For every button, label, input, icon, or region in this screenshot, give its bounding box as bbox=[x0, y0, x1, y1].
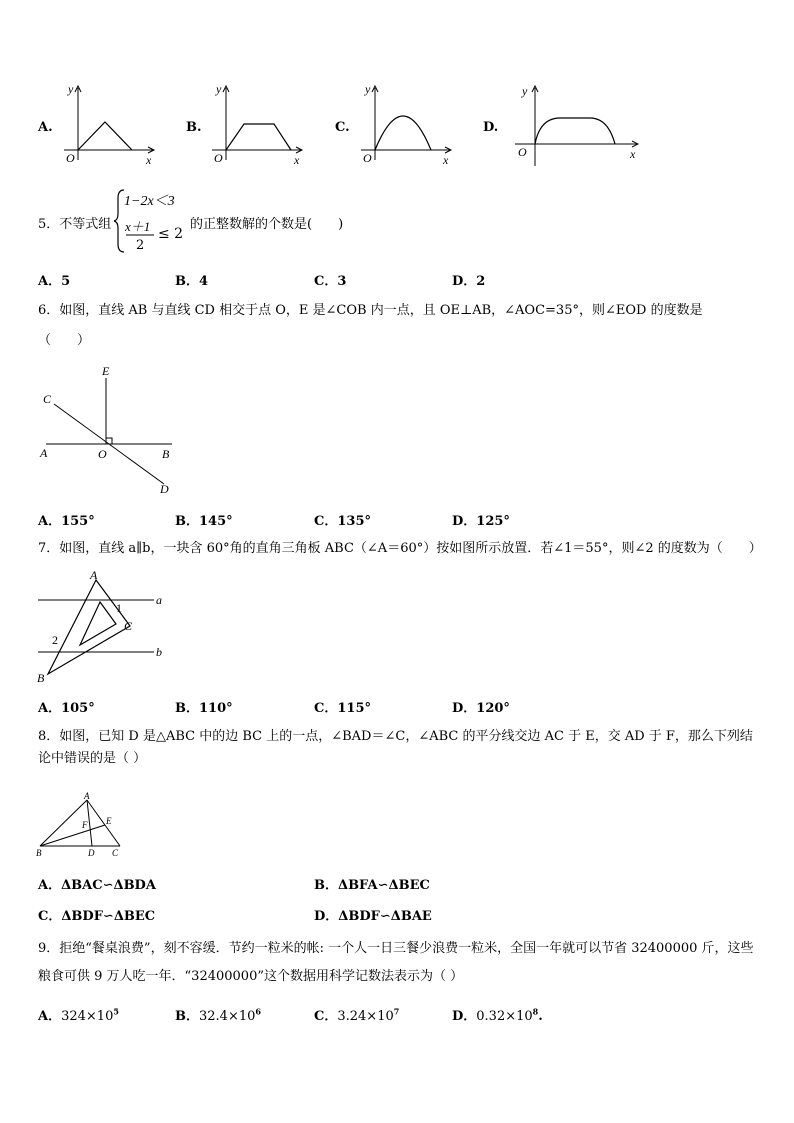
q5-ineq1: 1−2x＜3 bbox=[124, 194, 175, 209]
q5-number: 5．不等式组 bbox=[38, 217, 112, 232]
q5-option-d: D．2 bbox=[452, 274, 486, 289]
graph-d bbox=[510, 80, 645, 170]
graph-c bbox=[355, 82, 465, 168]
q5-ineq2-num: x＋1 bbox=[125, 219, 151, 234]
graph-c-y: y bbox=[365, 82, 371, 96]
q9-option-c: C．$3.24\times 10^7$ bbox=[314, 1006, 400, 1024]
graph-b-x: x bbox=[294, 153, 300, 167]
q8-text: 8．如图，已知 D 是△ABC 中的边 BC 上的一点，∠BAD＝∠C，∠ABC 的平分线交边 AC 于 E，交 AD 于 F，那么下列结论中错误的是（ ） bbox=[38, 729, 753, 766]
q6-label-c: C bbox=[43, 392, 52, 406]
q5-option-a: A．5 bbox=[38, 274, 71, 289]
q5-ineq2-rel: ≤ 2 bbox=[158, 226, 184, 242]
q5-tail: 的正整数解的个数是( ) bbox=[190, 217, 344, 232]
graph-d-x: x bbox=[630, 147, 636, 161]
q7-option-c: C．115° bbox=[314, 701, 371, 716]
q8-option-d: D．ΔBDF∽ΔBAE bbox=[314, 909, 432, 924]
q9-option-d: D．$0.32\times 10^8$. bbox=[452, 1006, 543, 1024]
q7-label-line-b: b bbox=[156, 645, 162, 659]
q8-label-b: B bbox=[36, 848, 42, 858]
q8-label-c: C bbox=[112, 848, 119, 858]
q6-option-b: B．145° bbox=[175, 514, 233, 529]
q6-text: 6．如图，直线 AB 与直线 CD 相交于点 O，E 是∠COB 内一点，且 OE⊥AB，∠AOC=35°，则∠EOD 的度数是 bbox=[38, 303, 703, 318]
q6-label-b: B bbox=[162, 447, 170, 461]
q7-text: 7．如图，直线 a∥b，一块含 60°角的直角三角板 ABC（∠A＝60°）按如图所示放置．若∠1＝55°，则∠2 的度数为（ ） bbox=[38, 541, 762, 556]
q7-figure bbox=[32, 566, 182, 690]
graph-a-o: O bbox=[66, 151, 75, 165]
q6-paren: （ ） bbox=[38, 333, 91, 348]
q6-label-a: A bbox=[40, 446, 48, 460]
graph-a bbox=[58, 82, 168, 168]
graph-a-x: x bbox=[146, 153, 152, 167]
q8-option-b: B．ΔBFA∽ΔBEC bbox=[314, 878, 430, 893]
q8-label-f: F bbox=[82, 820, 88, 830]
q4-option-a-label: A. bbox=[38, 120, 53, 135]
q8-figure bbox=[34, 790, 134, 862]
q6-option-d: D．125° bbox=[452, 514, 510, 529]
q8-label-e: E bbox=[106, 816, 112, 826]
q9-option-b: B．$32.4\times 10^6$ bbox=[175, 1006, 261, 1024]
q6-label-e: E bbox=[102, 364, 110, 378]
q5-option-b: B．4 bbox=[175, 274, 209, 289]
q7-label-c: C bbox=[124, 619, 133, 633]
q6-option-a: A．155° bbox=[38, 514, 95, 529]
q4-option-d-label: D. bbox=[483, 120, 499, 135]
graph-d-y: y bbox=[522, 84, 528, 98]
q9-option-a: A．$324\times 10^5$ bbox=[38, 1006, 119, 1024]
graph-b bbox=[206, 82, 316, 168]
q8-label-a: A bbox=[84, 791, 90, 801]
q8-label-d: D bbox=[88, 848, 95, 858]
q7-option-a: A．105° bbox=[38, 701, 95, 716]
q7-label-1: 1 bbox=[116, 601, 122, 615]
q4-option-c-label: C. bbox=[335, 120, 350, 135]
graph-c-o: O bbox=[363, 151, 372, 165]
graph-b-o: O bbox=[214, 151, 223, 165]
q8-option-c: C．ΔBDF∽ΔBEC bbox=[38, 909, 156, 924]
q6-option-c: C．135° bbox=[314, 514, 371, 529]
q6-label-d: D bbox=[160, 482, 169, 496]
q4-option-b-label: B. bbox=[186, 120, 202, 135]
q8-option-a: A．ΔBAC∽ΔBDA bbox=[38, 878, 156, 893]
q9-text: 9．拒绝“餐桌浪费”，刻不容缓．节约一粒米的帐: 一个人一日三餐少浪费一粒米，全国一年就可以节省 32400000 斤，这些粮食可供 9 万人吃一年．“32400000”这个数据用科学记数法表示为（ ） bbox=[38, 941, 754, 984]
q6-figure bbox=[36, 362, 186, 502]
graph-a-y: y bbox=[68, 82, 74, 96]
q7-option-b: B．110° bbox=[175, 701, 233, 716]
q7-option-d: D．120° bbox=[452, 701, 510, 716]
q7-label-2: 2 bbox=[52, 633, 58, 647]
q7-label-a: A bbox=[90, 568, 98, 582]
q7-label-line-a: a bbox=[156, 593, 162, 607]
graph-c-x: x bbox=[443, 153, 449, 167]
q6-label-o: O bbox=[98, 447, 107, 461]
q5-option-c: C．3 bbox=[314, 274, 347, 289]
q7-label-b: B bbox=[37, 671, 45, 685]
graph-d-o: O bbox=[518, 145, 527, 159]
q5-ineq2-den: 2 bbox=[136, 238, 145, 253]
graph-b-y: y bbox=[216, 82, 222, 96]
